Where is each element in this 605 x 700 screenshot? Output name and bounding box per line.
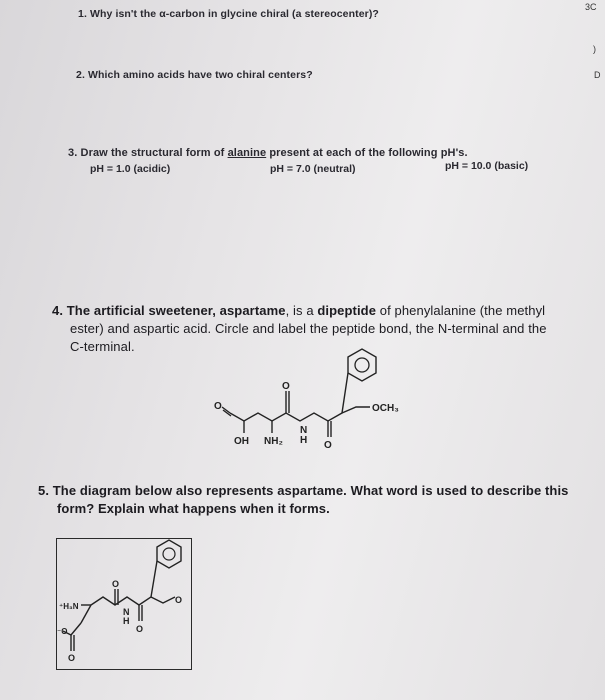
question-4-line-3: C-terminal.: [70, 339, 135, 354]
edge-mark-top: 3C: [585, 2, 597, 12]
question-3-suffix: present at each of the following pH's.: [266, 147, 468, 159]
edge-marks: [575, 0, 605, 90]
h3n-label: ⁺H₃N: [59, 602, 79, 611]
question-3: [68, 147, 468, 159]
edge-mark-1: ): [593, 44, 596, 54]
ph-neutral-label: pH = 7.0 (neutral): [270, 163, 356, 175]
phenyl-ring-2: [157, 540, 181, 568]
question-5-line-1: 5. The diagram below also represents aspartame. What word is used to describe this: [38, 483, 569, 498]
phenyl-ring: [348, 349, 376, 381]
n-label: N: [300, 425, 308, 436]
question-5: [38, 482, 603, 518]
h-2-label: H: [123, 616, 130, 626]
question-3-prefix: 3. Draw the structural form of: [68, 147, 228, 159]
oh-label: OH: [234, 436, 249, 447]
o-bottom-label: O: [324, 440, 332, 451]
ph-basic-label: pH = 10.0 (basic): [445, 160, 529, 172]
och3-label: OCH₃: [372, 403, 399, 414]
aspartame-structure: [214, 345, 410, 455]
zwitterion-diagram-box: [56, 538, 192, 670]
o-right-2-label: O: [175, 595, 183, 605]
nh2-label: NH₂: [264, 436, 283, 447]
edge-mark-2: D: [594, 70, 601, 80]
o-top-2-label: O: [112, 579, 120, 589]
o-carbonyl-2-label: O: [136, 624, 144, 634]
h-label: H: [300, 435, 308, 446]
zwitterion-structure: [57, 539, 191, 669]
o-bottom-2-label: O: [68, 653, 76, 663]
ph-acidic-label: pH = 1.0 (acidic): [90, 163, 171, 175]
o-minus-label: ⁻O: [57, 627, 68, 636]
o-top-label: O: [282, 381, 290, 392]
question-4-line-2: ester) and aspartic acid. Circle and label the peptide bond, the N-terminal and the: [70, 321, 547, 336]
question-3-alanine: alanine: [227, 147, 267, 159]
question-1: 1. Why isn't the α-carbon in glycine chiral (a stereocenter)?: [78, 8, 379, 20]
o-left-label: O: [214, 401, 222, 412]
question-5-line-2: form? Explain what happens when it forms.: [57, 501, 330, 516]
question-4-line-1: 4. The artificial sweetener, aspartame, is a dipeptide of phenylalanine (the methyl: [52, 303, 546, 318]
n-2-label: N: [123, 607, 130, 617]
question-2: 2. Which amino acids have two chiral centers?: [76, 69, 313, 81]
